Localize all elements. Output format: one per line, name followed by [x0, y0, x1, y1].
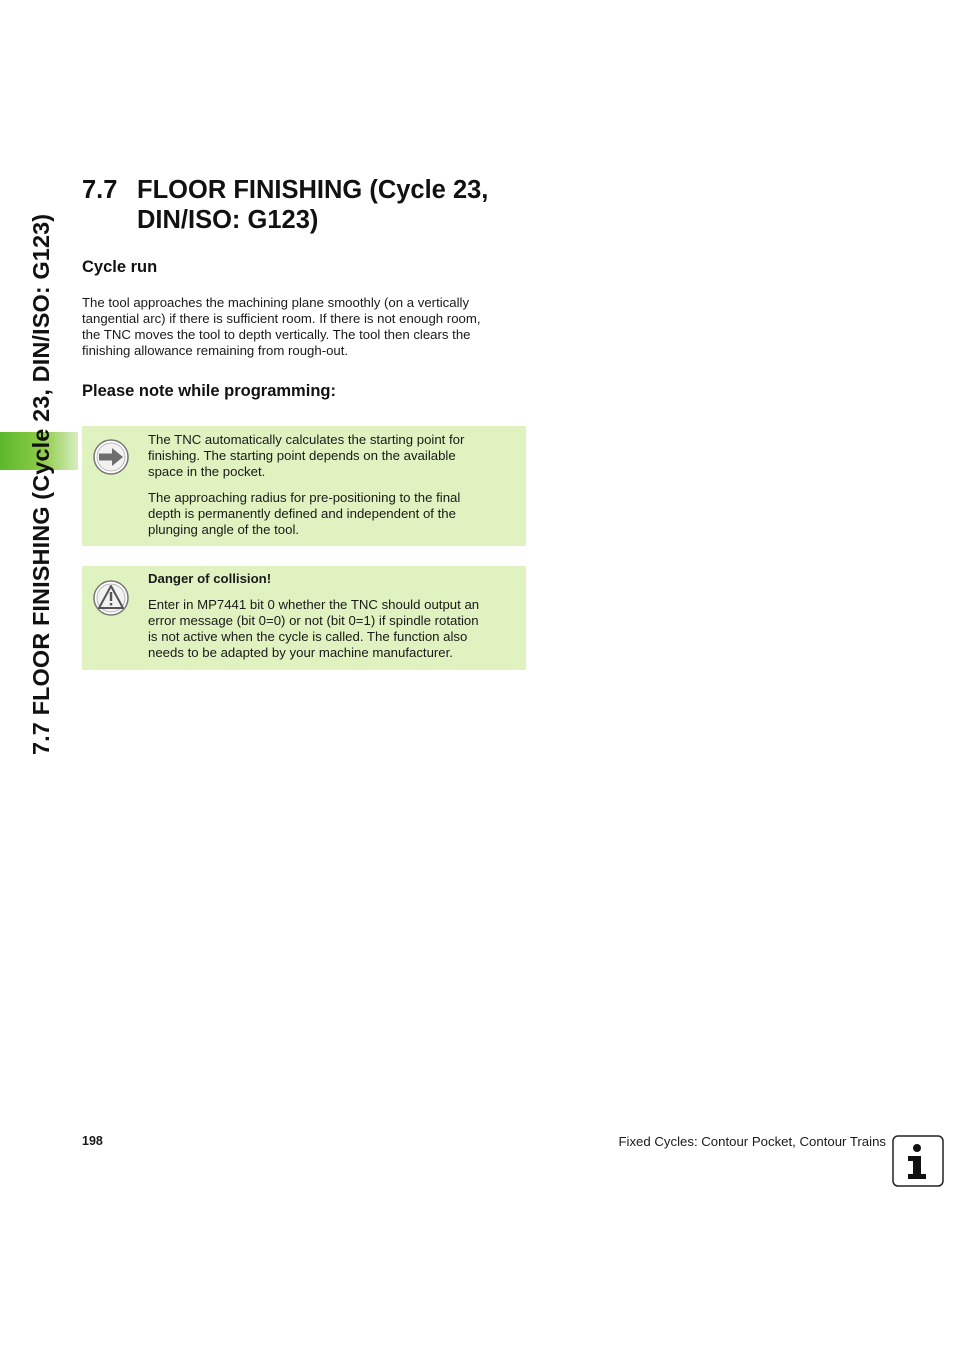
programming-notes-heading: Please note while programming:: [82, 382, 336, 400]
text-line: is not active when the cycle is called. The function also: [148, 629, 468, 644]
warning-triangle-icon: [92, 579, 130, 617]
text-line: space in the pocket.: [148, 464, 266, 479]
cycle-run-heading: Cycle run: [82, 258, 158, 276]
warning-box: [82, 566, 526, 670]
section-title-line-1: FLOOR FINISHING (Cycle 23,: [137, 176, 489, 204]
warning-label: Danger of collision!: [148, 571, 272, 586]
note-paragraph-2: [148, 490, 520, 538]
text-line: The tool approaches the machining plane smoothly (on a vertically: [82, 295, 470, 310]
cycle-run-description: [82, 295, 526, 359]
text-line: The TNC automatically calculates the starting point for: [148, 432, 465, 447]
text-line: finishing. The starting point depends on the available: [148, 448, 456, 463]
section-number: 7.7: [82, 176, 118, 204]
text-line: error message (bit 0=0) or not (bit 0=1) if spindle rotation: [148, 613, 479, 628]
info-icon: [892, 1135, 944, 1187]
note-box: [82, 426, 526, 546]
text-line: Enter in MP7441 bit 0 whether the TNC should output an: [148, 597, 480, 612]
text-line: needs to be adapted by your machine manufacturer.: [148, 645, 453, 660]
text-line: plunging angle of the tool.: [148, 522, 300, 537]
text-line: depth is permanently defined and independent of the: [148, 506, 456, 521]
note-paragraph-1: [148, 432, 520, 480]
section-title: [137, 175, 557, 235]
sidebar-chapter-title: 7.7 FLOOR FINISHING (Cycle 23, DIN/ISO: G123): [28, 213, 54, 755]
text-line: finishing allowance remaining from rough-out.: [82, 343, 349, 358]
arrow-right-icon: [92, 438, 130, 476]
section-title-line-2: DIN/ISO: G123): [137, 206, 319, 234]
text-line: The approaching radius for pre-positioning to the final: [148, 490, 461, 505]
footer-chapter-title: Fixed Cycles: Contour Pocket, Contour Trains: [618, 1134, 886, 1149]
text-line: tangential arc) if there is sufficient room. If there is not enough room,: [82, 311, 481, 326]
warning-paragraph: [148, 597, 520, 661]
page-number: 198: [82, 1134, 103, 1148]
text-line: the TNC moves the tool to depth vertically. The tool then clears the: [82, 327, 471, 342]
